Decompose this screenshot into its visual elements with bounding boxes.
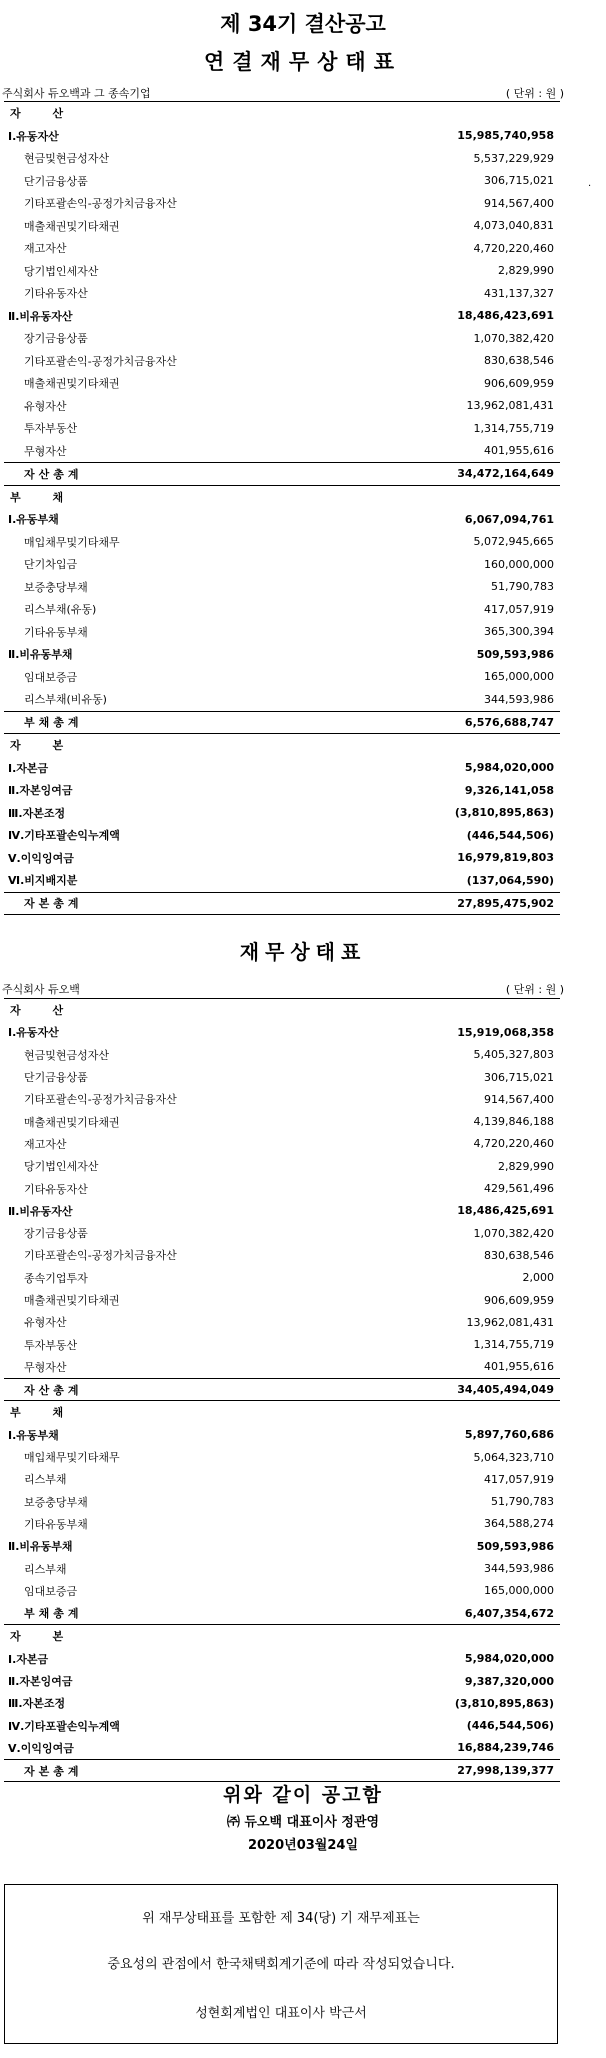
line-item-label: 재고자산	[24, 1137, 67, 1151]
line-item-row	[4, 237, 560, 260]
group-row: Ⅱ.비유동부채 509,593,986	[8, 1539, 554, 1554]
liabilities-section	[4, 1401, 560, 1625]
group-row: Ⅰ.유동부채 6,067,094,761	[8, 512, 554, 527]
line-item-row	[4, 1513, 560, 1535]
line-item-value: 165,000,000	[484, 1584, 554, 1598]
line-item-row	[4, 1066, 560, 1088]
line-item-value: 51,790,783	[491, 1495, 554, 1509]
line-item-label: Ⅲ.자본조정	[8, 1697, 66, 1711]
line-item-value: 830,638,546	[484, 354, 554, 368]
group-row: Ⅰ.유동자산 15,919,068,358	[8, 1025, 554, 1040]
line-item-label: Ⅴ.이익잉여금	[8, 851, 74, 865]
section-header: 자 산	[10, 1004, 78, 1018]
total-row: 자산총계 34,472,164,649	[4, 462, 560, 485]
closing-date: 2020년03월24일	[247, 1838, 359, 1853]
line-item-label: 투자부동산	[24, 422, 78, 436]
line-item-value: 5,537,229,929	[473, 151, 554, 165]
assets-section	[4, 102, 560, 486]
line-item-label: Ⅰ.자본금	[8, 1652, 49, 1666]
line-item-label: 임대보증금	[24, 1584, 78, 1598]
line-item-value: 417,057,919	[484, 1472, 554, 1486]
section-header: 부 채	[10, 490, 78, 504]
line-item-label: 매입채무및기타채무	[24, 535, 120, 549]
line-item-value: 1,314,755,719	[473, 1338, 554, 1352]
line-item-value: 306,715,021	[484, 1070, 554, 1084]
total-row: 부채총계 6,407,354,672	[24, 1606, 554, 1621]
line-item-row	[4, 192, 560, 215]
line-item-value: 401,955,616	[484, 1360, 554, 1374]
line-item-label: 기타포괄손익-공정가치금융자산	[24, 354, 177, 368]
line-item-row	[4, 1244, 560, 1266]
line-item-value: 5,405,327,803	[473, 1048, 554, 1062]
line-item-value: 9,326,141,058	[464, 783, 554, 797]
line-item-label: 기타포괄손익-공정가치금융자산	[24, 1093, 177, 1107]
group-row: Ⅰ.유동부채 5,897,760,686	[8, 1428, 554, 1442]
equity-row	[4, 1692, 560, 1714]
line-item-row	[4, 327, 560, 350]
line-item-row	[4, 621, 560, 644]
separate-meta	[2, 981, 564, 997]
equity-section	[4, 1625, 560, 1781]
line-item-label: 무형자산	[24, 1360, 67, 1374]
line-item-value: 16,884,239,746	[457, 1741, 554, 1755]
line-item-label: 매출채권및기타채권	[24, 377, 120, 391]
line-item-value: (137,064,590)	[466, 873, 554, 887]
line-item-label: 장기금융상품	[24, 332, 88, 346]
line-item-row	[4, 1088, 560, 1110]
auditor-notice	[4, 1884, 558, 2044]
line-item-value: 13,962,081,431	[466, 1315, 554, 1329]
line-item-value: 365,300,394	[484, 625, 554, 639]
equity-row	[4, 779, 560, 802]
line-item-label: 현금및현금성자산	[24, 152, 110, 166]
line-item-value: (446,544,506)	[466, 828, 554, 842]
line-item-value: 306,715,021	[484, 174, 554, 188]
line-item-value: 2,829,990	[498, 1159, 554, 1173]
line-item-label: 매출채권및기타채권	[24, 1294, 120, 1307]
equity-row	[4, 824, 560, 847]
line-item-label: Ⅱ.자본잉여금	[8, 784, 73, 798]
line-item-label: 매출채권및기타채권	[24, 219, 120, 233]
notice-line-3: 성현회계법인 대표이사 박근서	[195, 2006, 367, 2021]
line-item-value: 4,073,040,831	[473, 219, 554, 233]
line-item-value: 5,064,323,710	[473, 1450, 554, 1464]
line-item-row	[4, 666, 560, 689]
equity-row	[4, 757, 560, 780]
line-item-value: 1,070,382,420	[473, 331, 554, 345]
liabilities-section	[4, 486, 560, 735]
unit-label: ( 단위 : 원 )	[505, 87, 564, 100]
total-row: 자본총계 27,895,475,902	[4, 892, 560, 915]
line-item-value: 1,070,382,420	[473, 1226, 554, 1240]
total-row: 자본총계 27,998,139,377	[4, 1759, 560, 1781]
line-item-row	[4, 1222, 560, 1244]
line-item-value: 344,593,986	[484, 692, 554, 706]
notice-line-2: 중요성의 관점에서 한국채택회계기준에 따라 작성되었습니다.	[107, 1957, 455, 1972]
line-item-label: 당기법인세자산	[24, 264, 99, 278]
line-item-label: 보증충당부채	[24, 1495, 88, 1509]
total-row: 부채총계 6,576,688,747	[4, 711, 560, 734]
line-item-label: 기타유동자산	[24, 287, 88, 301]
line-item-label: 장기금융상품	[24, 1227, 88, 1241]
line-item-row	[4, 1267, 560, 1289]
line-item-label: 유형자산	[24, 399, 67, 413]
company-name: 주식회사 듀오백과 그 종속기업	[2, 87, 151, 100]
consolidated-balance-table	[4, 101, 560, 915]
equity-row	[4, 869, 560, 892]
equity-row	[4, 1670, 560, 1692]
line-item-label: Ⅱ.자본잉여금	[8, 1675, 73, 1689]
line-item-row	[4, 282, 560, 305]
line-item-row	[4, 372, 560, 395]
line-item-value: 5,072,945,665	[473, 535, 554, 549]
line-item-value: 906,609,959	[484, 376, 554, 390]
assets-section	[4, 999, 560, 1401]
equity-row	[4, 1715, 560, 1737]
line-item-value: 165,000,000	[484, 670, 554, 684]
line-item-value: 914,567,400	[484, 196, 554, 210]
line-item-value: 431,137,327	[484, 286, 554, 300]
group-row: Ⅱ.비유동부채 509,593,986	[8, 647, 554, 662]
line-item-row	[4, 417, 560, 440]
line-item-row	[4, 1491, 560, 1513]
line-item-value: 401,955,616	[484, 444, 554, 458]
equity-row	[4, 802, 560, 825]
line-item-value: 5,984,020,000	[464, 761, 554, 775]
line-item-label: 기타포괄손익-공정가치금융자산	[24, 1249, 177, 1263]
group-row: Ⅰ.유동자산 15,985,740,958	[8, 129, 554, 143]
line-item-value: (446,544,506)	[466, 1719, 554, 1733]
line-item-row	[4, 1289, 560, 1311]
line-item-value: (3,810,895,863)	[454, 1696, 554, 1710]
separate-title: 재무상태표	[239, 940, 367, 964]
line-item-label: 임대보증금	[24, 670, 78, 684]
line-item-row	[4, 576, 560, 599]
line-item-label: 단기차입금	[24, 558, 78, 572]
line-item-label: 기타유동자산	[24, 1182, 88, 1196]
line-item-value: 1,314,755,719	[473, 421, 554, 435]
line-item-row	[4, 260, 560, 283]
line-item-value: 2,829,990	[498, 264, 554, 278]
equity-row	[4, 1737, 560, 1759]
equity-row	[4, 847, 560, 870]
line-item-value: 160,000,000	[484, 557, 554, 571]
line-item-row	[4, 1311, 560, 1333]
line-item-label: 리스부채(비유동)	[24, 693, 107, 707]
line-item-row	[4, 531, 560, 554]
line-item-value: 344,593,986	[484, 1562, 554, 1576]
line-item-value: 429,561,496	[484, 1182, 554, 1196]
group-row: Ⅱ.비유동자산 18,486,423,691	[8, 309, 554, 323]
line-item-label: 기타유동부채	[24, 1517, 88, 1531]
line-item-label: Ⅲ.자본조정	[8, 806, 66, 820]
line-item-row	[4, 1468, 560, 1490]
separate-balance-table	[4, 998, 560, 1782]
line-item-label: 리스부채(유동)	[24, 603, 97, 617]
equity-section	[4, 734, 560, 914]
line-item-label: 단기금융상품	[24, 1071, 88, 1085]
line-item-row	[4, 1580, 560, 1602]
stray-mark: .	[588, 178, 592, 189]
line-item-row	[4, 395, 560, 418]
line-item-label: 리스부채	[24, 1473, 67, 1487]
company-name: 주식회사 듀오백	[2, 983, 80, 996]
line-item-label: 무형자산	[24, 444, 67, 458]
section-header: 자 본	[10, 739, 78, 753]
line-item-value: 13,962,081,431	[466, 399, 554, 413]
line-item-label: 기타유동부채	[24, 625, 88, 639]
line-item-row	[4, 215, 560, 238]
line-item-row	[4, 1557, 560, 1579]
line-item-row	[4, 170, 560, 193]
line-item-label: 현금및현금성자산	[24, 1048, 110, 1062]
unit-label: ( 단위 : 원 )	[505, 983, 564, 996]
line-item-label: Ⅰ.자본금	[8, 761, 49, 775]
line-item-row	[4, 1110, 560, 1132]
line-item-row	[4, 1356, 560, 1378]
line-item-value: (3,810,895,863)	[454, 806, 554, 820]
equity-row	[4, 1648, 560, 1670]
line-item-value: 4,720,220,460	[473, 241, 554, 255]
line-item-value: 364,588,274	[484, 1517, 554, 1531]
line-item-row	[4, 147, 560, 170]
closing-title: 위와 같이 공고함	[223, 1784, 383, 1806]
consolidated-title: 연결재무상태표	[203, 50, 402, 74]
total-row: 자산총계 34,405,494,049	[4, 1378, 560, 1400]
line-item-row	[4, 1133, 560, 1155]
line-item-value: 2,000	[522, 1271, 554, 1285]
section-header: 부 채	[10, 1406, 78, 1420]
line-item-label: 매입채무및기타채무	[24, 1451, 120, 1465]
line-item-row	[4, 1333, 560, 1355]
line-item-value: 417,057,919	[484, 602, 554, 616]
line-item-row	[4, 1155, 560, 1177]
line-item-value: 51,790,783	[491, 580, 554, 594]
line-item-value: 16,979,819,803	[457, 851, 554, 865]
line-item-label: Ⅳ.기타포괄손익누계액	[8, 1719, 120, 1733]
line-item-label: 투자부동산	[24, 1338, 78, 1352]
line-item-value: 9,387,320,000	[464, 1674, 554, 1688]
closing-company: ㈜ 듀오백 대표이사 정관영	[226, 1815, 380, 1830]
line-item-row	[4, 688, 560, 711]
line-item-value: 830,638,546	[484, 1248, 554, 1262]
line-item-label: 당기법인세자산	[24, 1160, 99, 1174]
line-item-value: 914,567,400	[484, 1092, 554, 1106]
line-item-label: 유형자산	[24, 1316, 67, 1330]
line-item-label: 단기금융상품	[24, 174, 88, 188]
line-item-row	[4, 553, 560, 576]
section-header: 자 산	[10, 107, 78, 121]
notice-line-1: 위 재무상태표를 포함한 제 34(당) 기 재무제표는	[142, 1911, 420, 1926]
line-item-row	[4, 350, 560, 373]
line-item-label: 매출채권및기타채권	[24, 1115, 120, 1129]
line-item-value: 906,609,959	[484, 1293, 554, 1307]
announcement-title: 제 34기 결산공고	[220, 12, 386, 36]
line-item-label: 리스부채	[24, 1562, 67, 1576]
line-item-label: Ⅵ.비지배지분	[8, 874, 78, 888]
line-item-label: 기타포괄손익-공정가치금융자산	[24, 197, 177, 211]
line-item-label: Ⅳ.기타포괄손익누계액	[8, 829, 120, 843]
line-item-row	[4, 1446, 560, 1468]
section-header: 자 본	[10, 1630, 78, 1644]
line-item-value: 4,139,846,188	[473, 1115, 554, 1129]
consolidated-meta	[2, 85, 564, 101]
line-item-row	[4, 440, 560, 463]
line-item-value: 4,720,220,460	[473, 1137, 554, 1151]
line-item-row	[4, 1177, 560, 1199]
line-item-label: Ⅴ.이익잉여금	[8, 1741, 74, 1755]
line-item-label: 재고자산	[24, 242, 67, 256]
line-item-row	[4, 1044, 560, 1066]
line-item-label: 종속기업투자	[24, 1271, 88, 1285]
line-item-value: 5,984,020,000	[464, 1652, 554, 1666]
line-item-label: 보증충당부채	[24, 580, 88, 594]
group-row: Ⅱ.비유동자산 18,486,425,691	[8, 1204, 554, 1218]
line-item-row	[4, 598, 560, 621]
